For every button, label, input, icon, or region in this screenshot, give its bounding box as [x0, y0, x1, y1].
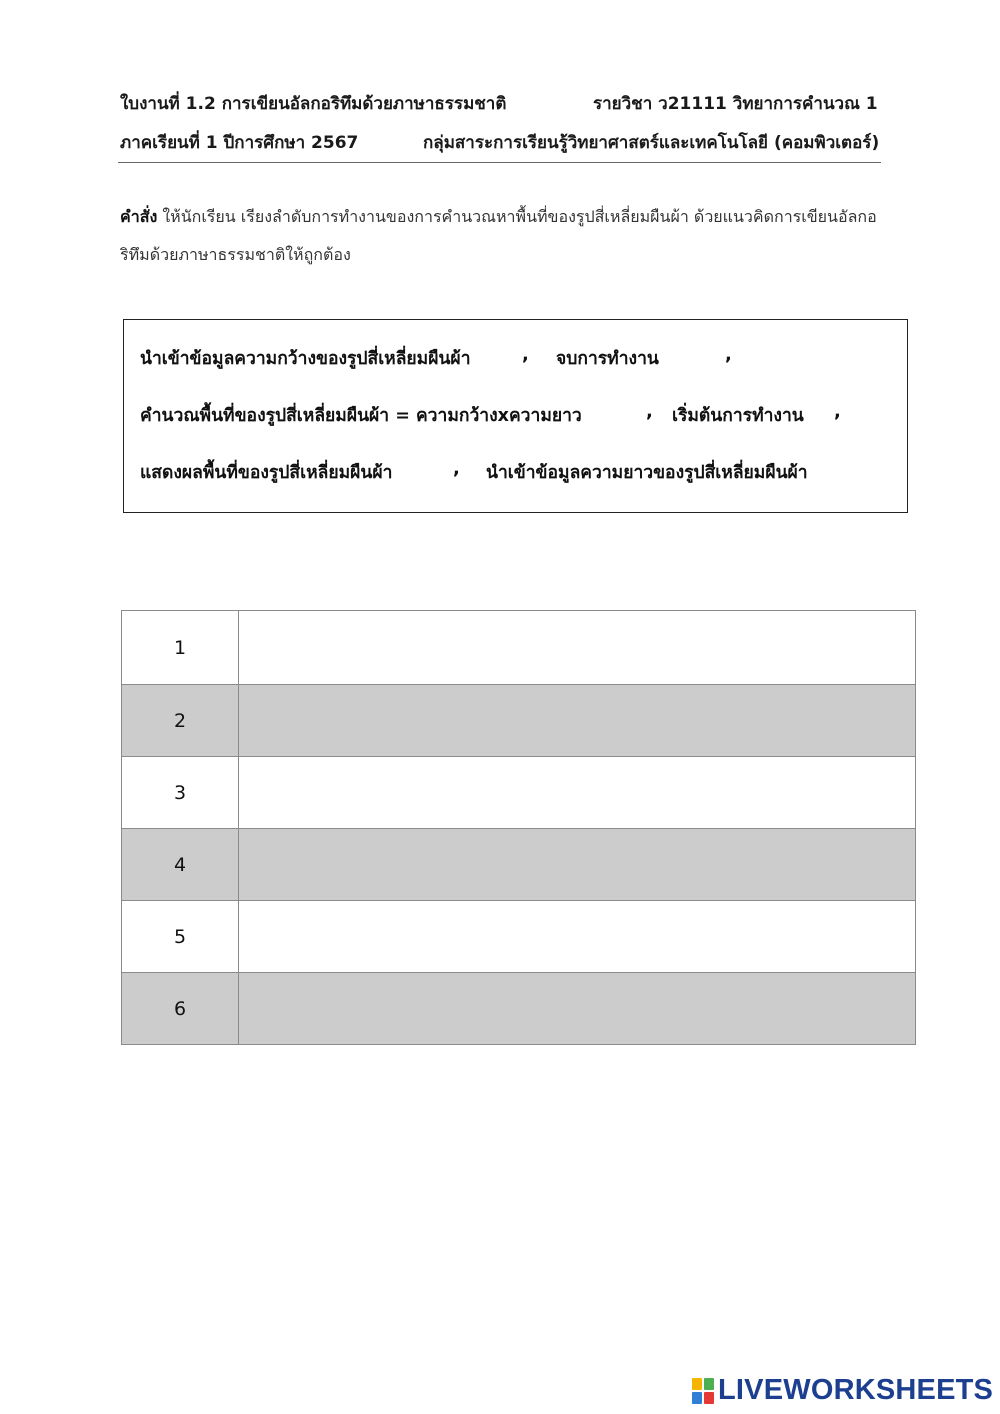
word-bank-item[interactable]: เริ่มต้นการทำงาน	[672, 406, 804, 426]
worksheet-title: ใบงานที่ 1.2 การเขียนอัลกอริทึมด้วยภาษาธรรมชาติ	[120, 94, 507, 114]
answer-slot[interactable]	[239, 973, 915, 1044]
department-label: กลุ่มสาระการเรียนรู้วิทยาศาสตร์และเทคโนโลยี (คอมพิวเตอร์)	[423, 133, 880, 153]
word-bank-item[interactable]: แสดงผลพื้นที่ของรูปสี่เหลี่ยมผืนผ้า	[140, 463, 393, 483]
logo-square	[692, 1392, 702, 1404]
logo-square	[704, 1378, 714, 1390]
answer-slot[interactable]	[239, 611, 915, 684]
answer-slot[interactable]	[239, 757, 915, 828]
row-number: 3	[122, 757, 239, 828]
instruction	[120, 198, 880, 274]
row-number: 2	[122, 685, 239, 756]
row-number: 6	[122, 973, 239, 1044]
answer-slot[interactable]	[239, 685, 915, 756]
subject-label: รายวิชา ว21111 วิทยาการคำนวณ 1	[593, 94, 878, 114]
table-row	[122, 828, 915, 900]
liveworksheets-logo	[692, 1374, 993, 1407]
word-bank-separator: ,	[834, 401, 841, 422]
semester-label: ภาคเรียนที่ 1 ปีการศึกษา 2567	[120, 133, 359, 153]
word-bank-item[interactable]: จบการทำงาน	[556, 349, 659, 369]
header-divider	[118, 162, 881, 163]
row-number: 5	[122, 901, 239, 972]
table-row	[122, 684, 915, 756]
word-bank-separator: ,	[725, 344, 732, 365]
word-bank-box	[123, 319, 908, 513]
row-number: 1	[122, 611, 239, 684]
logo-square	[704, 1392, 714, 1404]
table-row	[122, 756, 915, 828]
row-number: 4	[122, 829, 239, 900]
logo-mark-icon	[692, 1378, 714, 1404]
word-bank-separator: ,	[646, 401, 653, 422]
word-bank-separator: ,	[522, 344, 529, 365]
word-bank-item[interactable]: นำเข้าข้อมูลความยาวของรูปสี่เหลี่ยมผืนผ้า	[486, 463, 808, 483]
answer-slot[interactable]	[239, 829, 915, 900]
instruction-label: คำสั่ง	[120, 207, 158, 226]
logo-square	[692, 1378, 702, 1390]
word-bank-item[interactable]: คำนวณพื้นที่ของรูปสี่เหลี่ยมผืนผ้า = ความกว้างxความยาว	[140, 406, 582, 426]
brand-name: LIVEWORKSHEETS	[718, 1374, 994, 1406]
table-row	[122, 900, 915, 972]
answer-table	[121, 610, 916, 1045]
table-row	[122, 972, 915, 1044]
instruction-text: ให้นักเรียน เรียงลำดับการทำงานของการคำนวณหาพื้นที่ของรูปสี่เหลี่ยมผืนผ้า ด้วยแนวคิดการเขียนอัลกอริทึมด้วยภาษาธรรมชาติให้ถูกต้อง	[120, 207, 877, 264]
table-row	[122, 611, 915, 684]
word-bank-item[interactable]: นำเข้าข้อมูลความกว้างของรูปสี่เหลี่ยมผืนผ้า	[140, 349, 471, 369]
answer-slot[interactable]	[239, 901, 915, 972]
word-bank-separator: ,	[453, 458, 460, 479]
